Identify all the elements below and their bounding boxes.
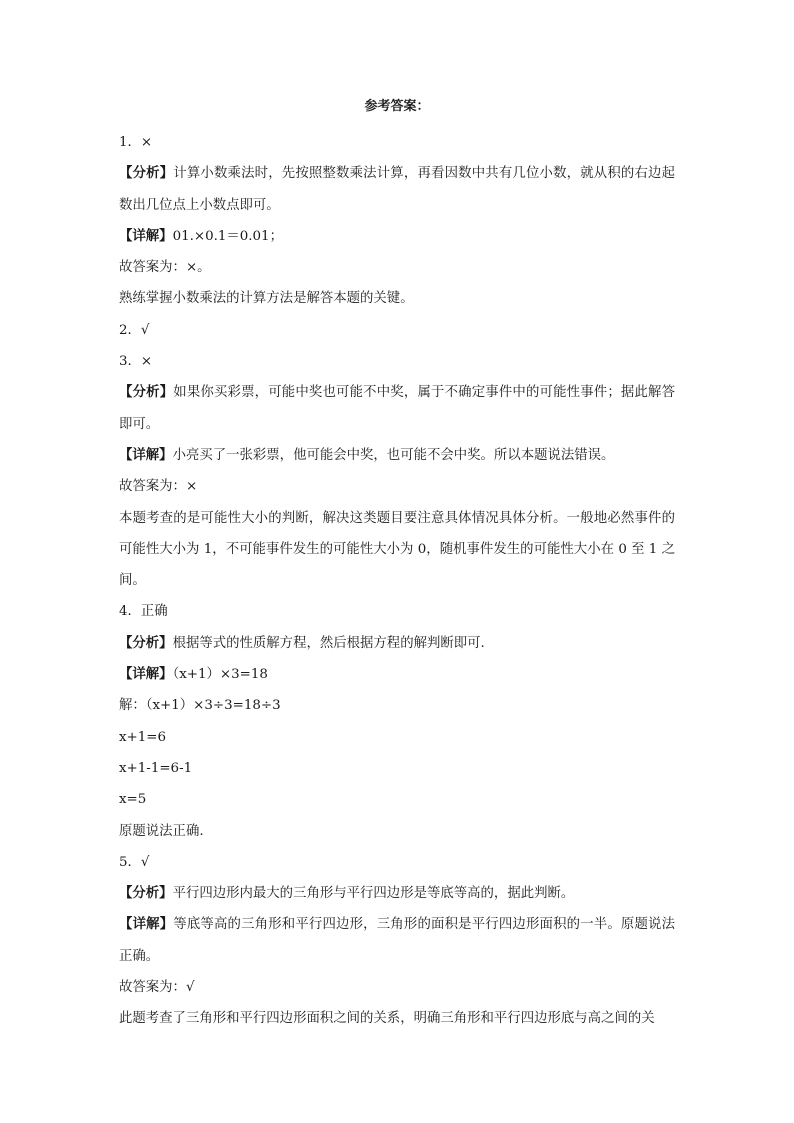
answer-key-page	[119, 96, 675, 1035]
q3-detail-tag: 【详解】	[119, 446, 173, 463]
page-title: 参考答案：	[364, 99, 430, 114]
q4-detail	[119, 659, 675, 690]
q5-comment: 此题考查了三角形和平行四边形面积之间的关系，明确三角形和平行四边形底与高之间的关	[119, 1011, 655, 1027]
q5-answer: 故答案为：√	[119, 980, 195, 996]
q5-analysis	[119, 878, 675, 909]
q5-heading: 5．√	[119, 854, 150, 870]
q3-heading: 3．×	[119, 354, 153, 370]
q1-comment: 熟练掌握小数乘法的计算方法是解答本题的关键。	[119, 291, 414, 307]
q4-detail-tag: 【详解】	[119, 666, 173, 683]
q4-step: 解：（x+1）×3÷3=18÷3	[119, 698, 281, 714]
q1-detail	[119, 221, 675, 252]
q2-heading: 2．√	[119, 322, 150, 338]
q1-detail-tag: 【详解】	[119, 227, 173, 244]
q5-analysis-tag: 【分析】	[119, 885, 173, 902]
q1-analysis-tag: 【分析】	[119, 165, 174, 182]
q3-comment: 本题考查的是可能性大小的判断，解决这类题目要注意具体情况具体分析。一般地必然事件的可能性大小为 1，不可能事件发生的可能性大小为 0，随机事件发生的可能性大小在 0 至 1 之间。	[119, 510, 675, 589]
q3-analysis-tag: 【分析】	[119, 384, 174, 401]
q1-heading: 1．×	[119, 135, 153, 150]
q1-analysis-text: 计算小数乘法时，先按照整数乘法计算，再看因数中共有几位小数，就从积的右边起数出几位点上小数点即可。	[119, 166, 676, 213]
q4-detail-text: （x+1）×3=18	[172, 667, 268, 683]
q1-answer: 故答案为：×。	[119, 260, 211, 276]
q1-detail-text: 01.×0.1＝0.01；	[172, 228, 283, 244]
q4-step: x=5	[119, 792, 147, 808]
q5-detail	[119, 909, 675, 972]
q4-step: x+1=6	[119, 729, 167, 745]
q3-analysis-text: 如果你买彩票，可能中奖也可能不中奖，属于不确定事件中的可能性事件；据此解答即可。	[119, 385, 676, 432]
q1-analysis	[119, 158, 675, 221]
q3-detail	[119, 440, 675, 471]
q5-analysis-text: 平行四边形内最大的三角形与平行四边形是等底等高的，据此判断。	[172, 886, 575, 902]
q4-analysis	[119, 628, 675, 659]
q5-detail-text: 等底等高的三角形和平行四边形，三角形的面积是平行四边形面积的一半。原题说法正确。	[119, 917, 676, 964]
q4-step: x+1-1=6-1	[119, 760, 193, 776]
q3-answer: 故答案为：×	[119, 479, 198, 495]
q3-detail-text: 小亮买了一张彩票，他可能会中奖，也可能不会中奖。所以本题说法错误。	[172, 447, 615, 463]
q4-heading: 4．正确	[119, 604, 168, 620]
q4-conclusion: 原题说法正确.	[119, 823, 204, 839]
q4-analysis-text: 根据等式的性质解方程，然后根据方程的解判断即可.	[172, 635, 485, 651]
q3-analysis	[119, 377, 675, 440]
q5-detail-tag: 【详解】	[119, 916, 174, 933]
q4-analysis-tag: 【分析】	[119, 634, 173, 651]
